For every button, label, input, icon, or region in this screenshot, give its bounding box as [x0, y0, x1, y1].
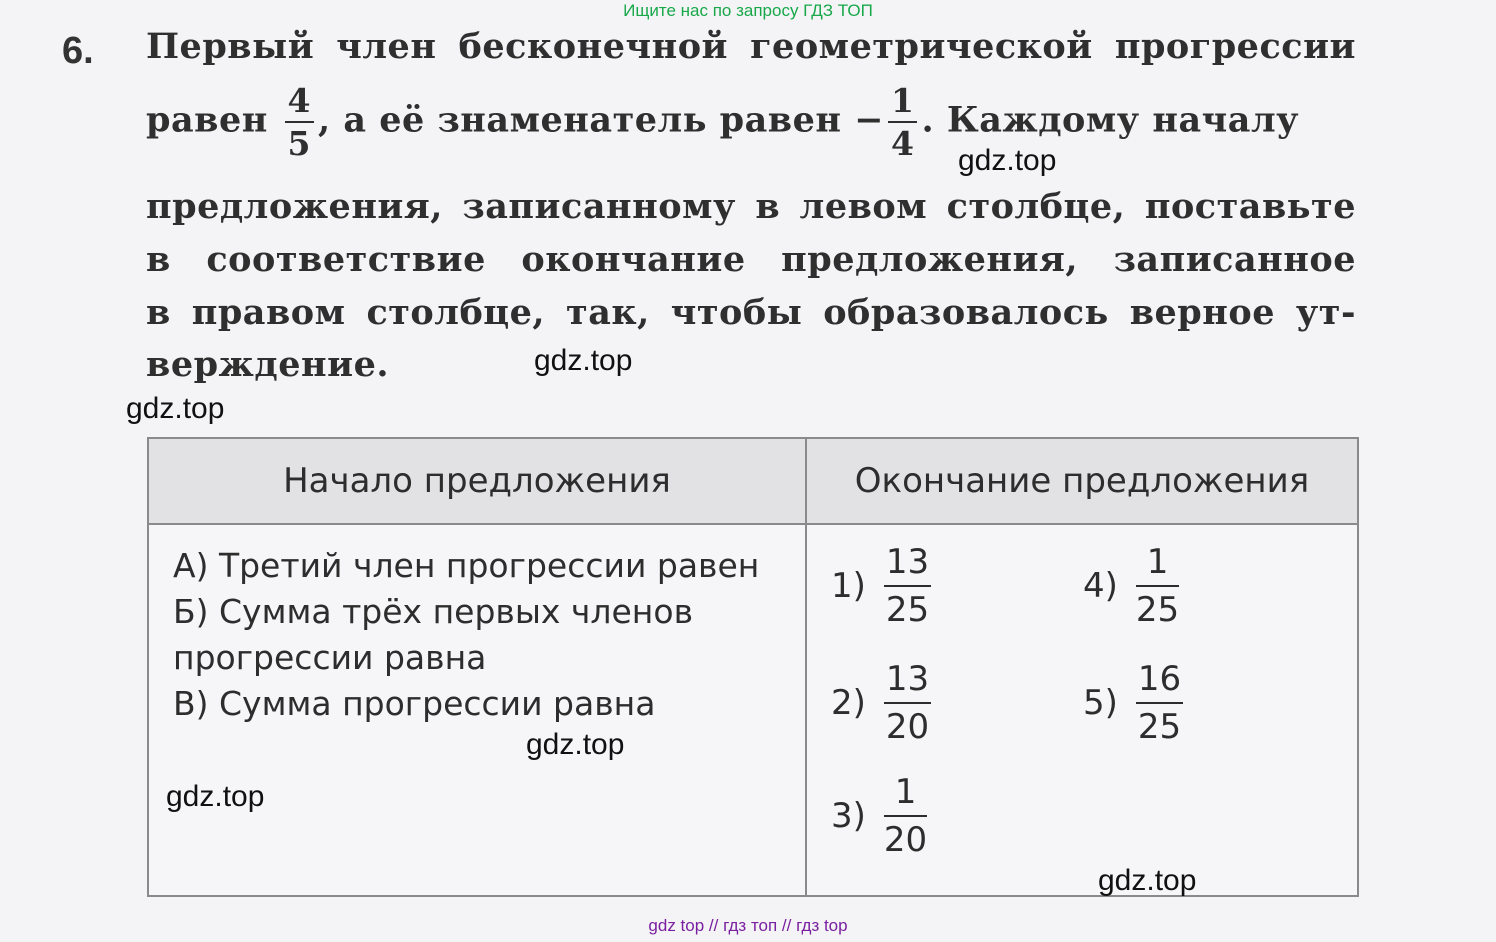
task-line-5: в правом столбце, так, чтобы образовалось верное ут- — [146, 292, 1356, 333]
top-banner[interactable]: Ищите нас по запросу ГДЗ ТОП — [623, 1, 873, 20]
option-4 — [1083, 542, 1180, 630]
option-numerator: 13 — [884, 545, 931, 587]
task-line-2-part-b: , а её знаменатель равен — [318, 99, 842, 141]
list-item: прогрессии равна — [173, 638, 487, 677]
task-line-4: в соответствие окончание предложения, записанное — [146, 239, 1356, 280]
watermark: gdz.top — [1098, 864, 1197, 897]
list-item: В) Сумма прогрессии равна — [173, 684, 656, 723]
task-line-2-part-a: равен — [146, 99, 268, 141]
option-numerator: 1 — [1136, 545, 1179, 587]
list-item: Б) Сумма трёх первых членов — [173, 592, 694, 631]
option-2 — [831, 659, 931, 747]
table-body-row — [148, 524, 1358, 896]
option-denominator: 20 — [883, 820, 928, 860]
option-denominator: 25 — [885, 590, 930, 630]
option-numerator: 16 — [1136, 662, 1183, 704]
watermark: gdz.top — [534, 344, 633, 377]
option-numerator: 1 — [884, 775, 927, 817]
task-number: 6. — [62, 30, 94, 72]
ratio-numerator: 1 — [888, 84, 917, 123]
sentence-ends-cell — [806, 524, 1358, 896]
task-line-2-part-c: . Каждому началу — [921, 99, 1300, 141]
option-3 — [831, 772, 928, 860]
ratio-sign: − — [854, 99, 885, 141]
option-fraction — [1136, 659, 1183, 747]
ratio-denominator: 4 — [891, 124, 915, 163]
header-sentence-end: Окончание предложения — [806, 438, 1358, 524]
table-header-row — [148, 438, 1358, 524]
ratio-fraction — [888, 81, 917, 163]
option-label: 3) — [831, 796, 866, 836]
watermark: gdz.top — [166, 780, 265, 813]
first-term-fraction — [285, 81, 314, 163]
watermark: gdz.top — [126, 392, 225, 425]
option-label: 2) — [831, 683, 866, 723]
task-line-3: предложения, записанному в левом столбце, поставьте — [146, 186, 1356, 227]
watermark: gdz.top — [526, 728, 625, 761]
option-denominator: 20 — [885, 707, 930, 747]
task-line-1: Первый член бесконечной геометрической прогрессии — [146, 26, 1356, 67]
option-label: 4) — [1083, 566, 1118, 606]
option-denominator: 25 — [1135, 590, 1180, 630]
option-5 — [1083, 659, 1183, 747]
option-fraction — [1135, 542, 1180, 630]
option-label: 1) — [831, 566, 866, 606]
option-label: 5) — [1083, 683, 1118, 723]
first-term-numerator: 4 — [285, 84, 314, 123]
footer-links[interactable]: gdz top // гдз топ // гдз top — [648, 916, 848, 935]
matching-table — [147, 437, 1359, 897]
list-item: А) Третий член прогрессии равен — [173, 546, 760, 585]
task-line-6: верждение. — [146, 344, 390, 385]
watermark: gdz.top — [958, 144, 1057, 177]
first-term-denominator: 5 — [287, 124, 312, 163]
option-numerator: 13 — [884, 662, 931, 704]
option-denominator: 25 — [1137, 707, 1182, 747]
header-sentence-start: Начало предложения — [148, 438, 806, 524]
option-1 — [831, 542, 931, 630]
option-fraction — [884, 659, 931, 747]
option-fraction — [884, 542, 931, 630]
sentence-starts-cell — [148, 524, 806, 896]
option-fraction — [883, 772, 928, 860]
sentence-starts-list — [173, 543, 759, 727]
